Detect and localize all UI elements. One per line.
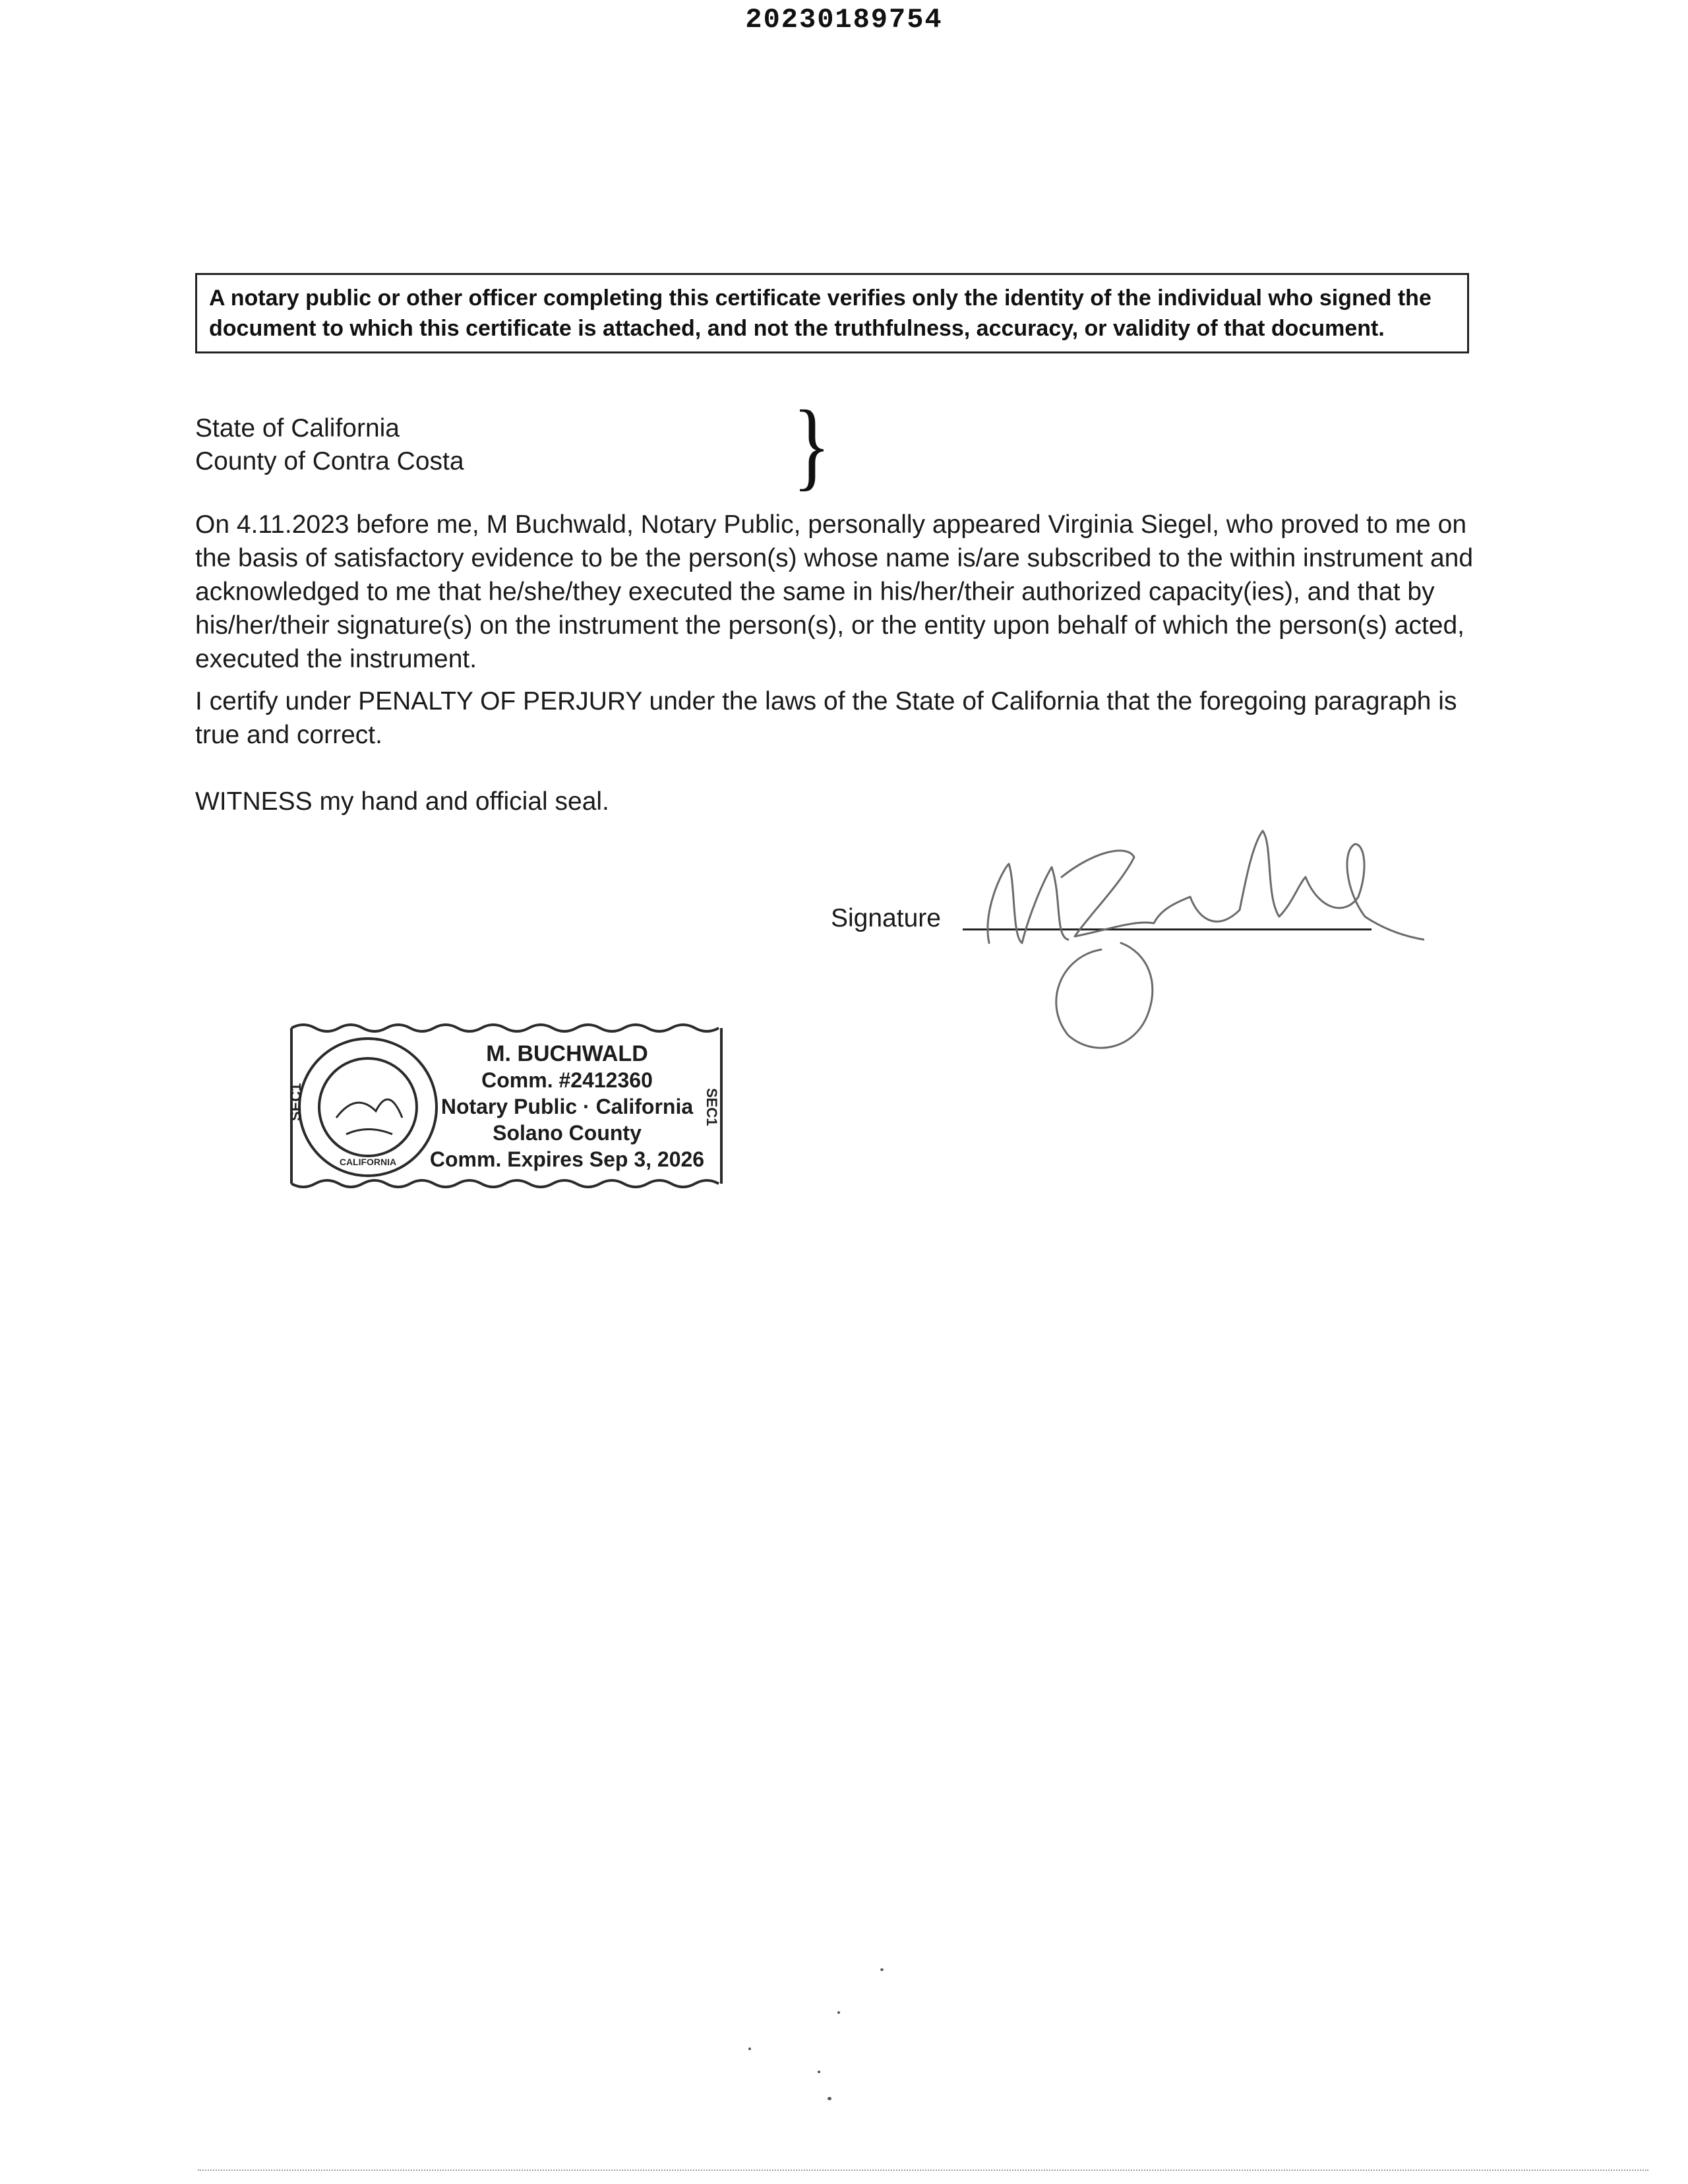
witness-statement: WITNESS my hand and official seal. — [195, 787, 609, 816]
stamp-expiration: Comm. Expires Sep 3, 2026 — [429, 1147, 705, 1171]
stamp-commission-number: Comm. #2412360 — [481, 1068, 653, 1092]
document-number: 20230189754 — [745, 4, 943, 36]
stamp-notary-name: M. BUCHWALD — [486, 1041, 648, 1066]
stamp-side-label-right: SEC1 — [704, 1088, 720, 1126]
venue-block — [195, 412, 464, 478]
scan-speck — [818, 2071, 820, 2073]
certification-paragraph: I certify under PENALTY OF PERJURY under the laws of the State of California that the foregoing paragraph is true and correct. — [195, 687, 1457, 749]
signature-label: Signature — [831, 904, 941, 932]
venue-brace: } — [793, 390, 831, 500]
venue-county: County of Contra Costa — [195, 447, 464, 475]
stamp-text — [422, 1041, 712, 1172]
handwritten-signature — [963, 804, 1424, 1055]
acknowledgment-paragraph: On 4.11.2023 before me, M Buchwald, Notary Public, personally appeared Virginia Siegel, who proved to me on the basis of satisfactory evidence to be the person(s) whose name is/are subscribed to the within instrument and acknowledged to me that he/she/they executed the same in his/her/their authorized capacity(ies), and that by his/her/their signature(s) on the instrument the person(s), or the entity upon behalf of which the person(s) acted, executed the instrument. — [195, 510, 1474, 673]
scan-speck — [828, 2097, 831, 2100]
notary-notice-box: A notary public or other officer completing this certificate verifies only the identity of the individual who signed the document to which this certificate is attached, and not the truthfulness, accuracy, or validity of that document. — [195, 273, 1469, 353]
venue-state: State of California — [195, 414, 400, 442]
scan-edge-marks — [198, 2169, 1648, 2172]
stamp-county: Solano County — [493, 1121, 642, 1145]
scan-speck — [880, 1968, 884, 1971]
scan-speck — [748, 2048, 751, 2050]
scan-speck — [837, 2011, 840, 2014]
stamp-notary-title: Notary Public · California — [440, 1095, 694, 1118]
stamp-side-label-left: SEC1 — [287, 1083, 304, 1121]
seal-text: CALIFORNIA — [339, 1157, 397, 1167]
